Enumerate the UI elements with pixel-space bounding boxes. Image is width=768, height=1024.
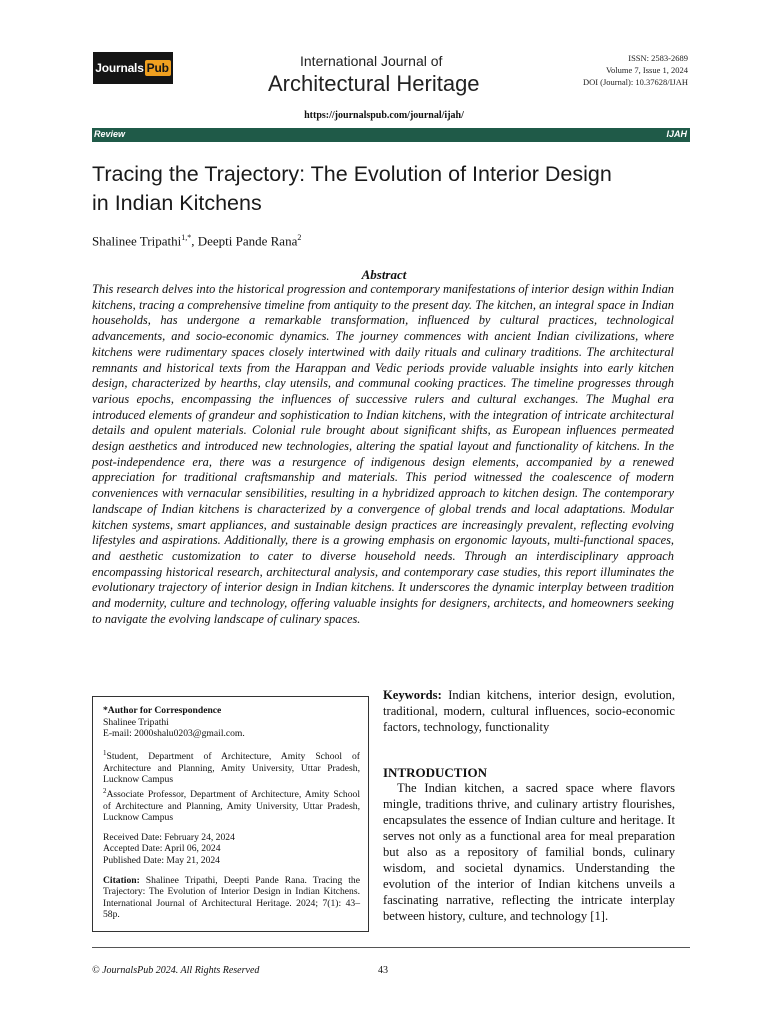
- article-title: [92, 160, 692, 218]
- affiliation-2-text: Associate Professor, Department of Architecture, Amity School of Architecture and Planning, Amity University, Uttar Pradesh, Lucknow Campus: [103, 788, 360, 824]
- abstract-text: This research delves into the historical progression and contemporary manifestations of interior design within Indian kitchens, tracing a comprehensive timeline from antiquity to the present day. The kitchen, an integral space in Indian households, has undergone a remarkable transformation, influenced by cultural practices, technological advancements, and socio-economic dynamics. The journey commences with ancient Indian civilizations, where kitchens were rudimentary spaces closely intertwined with daily rituals and culinary traditions. The architectural remnants and historical texts from the Harappan and Vedic periods provide valuable insights into early kitchen design, characterized by hearths, clay utensils, and communal cooking practices. The timeline progresses through various epochs, encompassing the influences of successive rulers and cultural exchanges. The Mughal era introduced elements of grandeur and sophistication to Indian kitchens, with the integration of intricate architectural details and opulent materials. Colonial rule brought about significant shifts, as European influences permeated design aesthetics and introduced new technologies, altering the spatial layout and functionality of kitchens. In the post-independence era, there was a resurgence of indigenous design elements, accompanied by a renewed appreciation for traditional craftsmanship and materials. This period witnessed the coalescence of modern conveniences with vernacular sensibilities, resulting in a hybridized approach to kitchen design. The contemporary landscape of Indian kitchens is characterized by a convergence of global trends and local adaptations. Modular kitchen systems, smart appliances, and sustainable design practices are increasingly prevalent, reflecting evolving lifestyles and aspirations. Additionally, there is a growing emphasis on ergonomic layouts, multi-functional spaces, and aesthetic customization to cater to diverse household needs. Through an interdisciplinary approach encompassing historical research, architectural analysis, and contemporary case studies, this report illuminates the evolutionary trajectory of interior design in Indian kitchens. It underscores the dynamic interplay between tradition and modernity, culture and technology, offering valuable insights for designers, architects, and homeowners seeking to navigate the evolving landscape of culinary spaces.: [92, 282, 674, 626]
- author-2: Deepti Pande Rana: [197, 233, 298, 249]
- journal-abbrev: IJAH: [666, 129, 687, 139]
- introduction-text: The Indian kitchen, a sacred space where flavors mingle, traditions thrive, and culinary artistry flourishes, encapsulates the essence of Indian culture and heritage. It serves not only as a functional area for meal preparation but also as a repository of familial bonds, culinary wisdom, and societal dynamics. Understanding the evolution of the interior of Indian kitchens unveils a fascinating narrative, reflecting the intricate interplay between history, culture, and technology [1].: [383, 781, 675, 923]
- journal-url[interactable]: https://journalspub.com/journal/ijah/: [304, 110, 464, 121]
- issn: ISSN: 2583-2689: [628, 53, 688, 63]
- page-number: 43: [378, 965, 388, 976]
- citation-label: Citation:: [103, 874, 140, 886]
- authors: [92, 233, 301, 249]
- author-1-sup: 1,*: [181, 233, 192, 242]
- copyright: © JournalsPub 2024. All Rights Reserved: [92, 965, 260, 976]
- accepted-date: Accepted Date: April 06, 2024: [103, 843, 221, 855]
- citation-text: Shalinee Tripathi, Deepti Pande Rana. Tracing the Trajectory: The Evolution of Interior Design in Indian Kitchens. International Journal of Architectural Heritage. 2024; 7(1): 43–58p.: [103, 874, 360, 921]
- received-date: Received Date: February 24, 2024: [103, 831, 235, 843]
- title-line2: in Indian Kitchens: [92, 191, 262, 215]
- journal-meta: [583, 52, 688, 88]
- doi: DOI (Journal): 10.37628/IJAH: [582, 77, 688, 87]
- affiliation-1: [103, 748, 360, 786]
- affiliation-1-text: Student, Department of Architecture, Amity School of Architecture and Planning, Amity University, Uttar Pradesh, Lucknow Campus: [103, 750, 360, 786]
- article-type-label: Review: [94, 129, 126, 139]
- correspondence-name: Shalinee Tripathi: [103, 716, 169, 728]
- affiliation-2: [103, 786, 360, 824]
- logo-text-pub: Pub: [146, 61, 169, 75]
- title-line1: Tracing the Trajectory: The Evolution of Interior Design: [92, 162, 612, 186]
- author-1: Shalinee Tripathi: [92, 233, 182, 249]
- author-separator: ,: [191, 233, 198, 249]
- correspondence-box: [92, 696, 369, 932]
- journalspub-logo: [93, 52, 173, 84]
- keywords-text: Indian kitchens, interior design, evolution, traditional, modern, cultural influences, socio-economic factors, technology, functionality: [383, 688, 675, 734]
- abstract-heading: Abstract: [361, 267, 407, 282]
- affiliation-2-sup: 2: [103, 786, 107, 795]
- correspondence-email[interactable]: E-mail: 2000shalu0203@gmail.com.: [103, 728, 245, 740]
- published-date: Published Date: May 21, 2024: [103, 854, 220, 866]
- affiliation-1-sup: 1: [103, 748, 107, 757]
- correspondence-heading: *Author for Correspondence: [103, 705, 222, 716]
- introduction-heading: INTRODUCTION: [383, 765, 488, 780]
- journal-title-line2: Architectural Heritage: [268, 71, 480, 96]
- keywords: [383, 687, 675, 735]
- logo-text-journals: Journals: [95, 61, 144, 75]
- journal-title-line1: International Journal of: [300, 53, 443, 69]
- article-type-band: [92, 128, 690, 142]
- author-2-sup: 2: [297, 233, 302, 242]
- volume-issue: Volume 7, Issue 1, 2024: [605, 65, 688, 75]
- footer-divider: [92, 947, 690, 948]
- keywords-label: Keywords:: [383, 688, 442, 702]
- citation: [103, 875, 360, 921]
